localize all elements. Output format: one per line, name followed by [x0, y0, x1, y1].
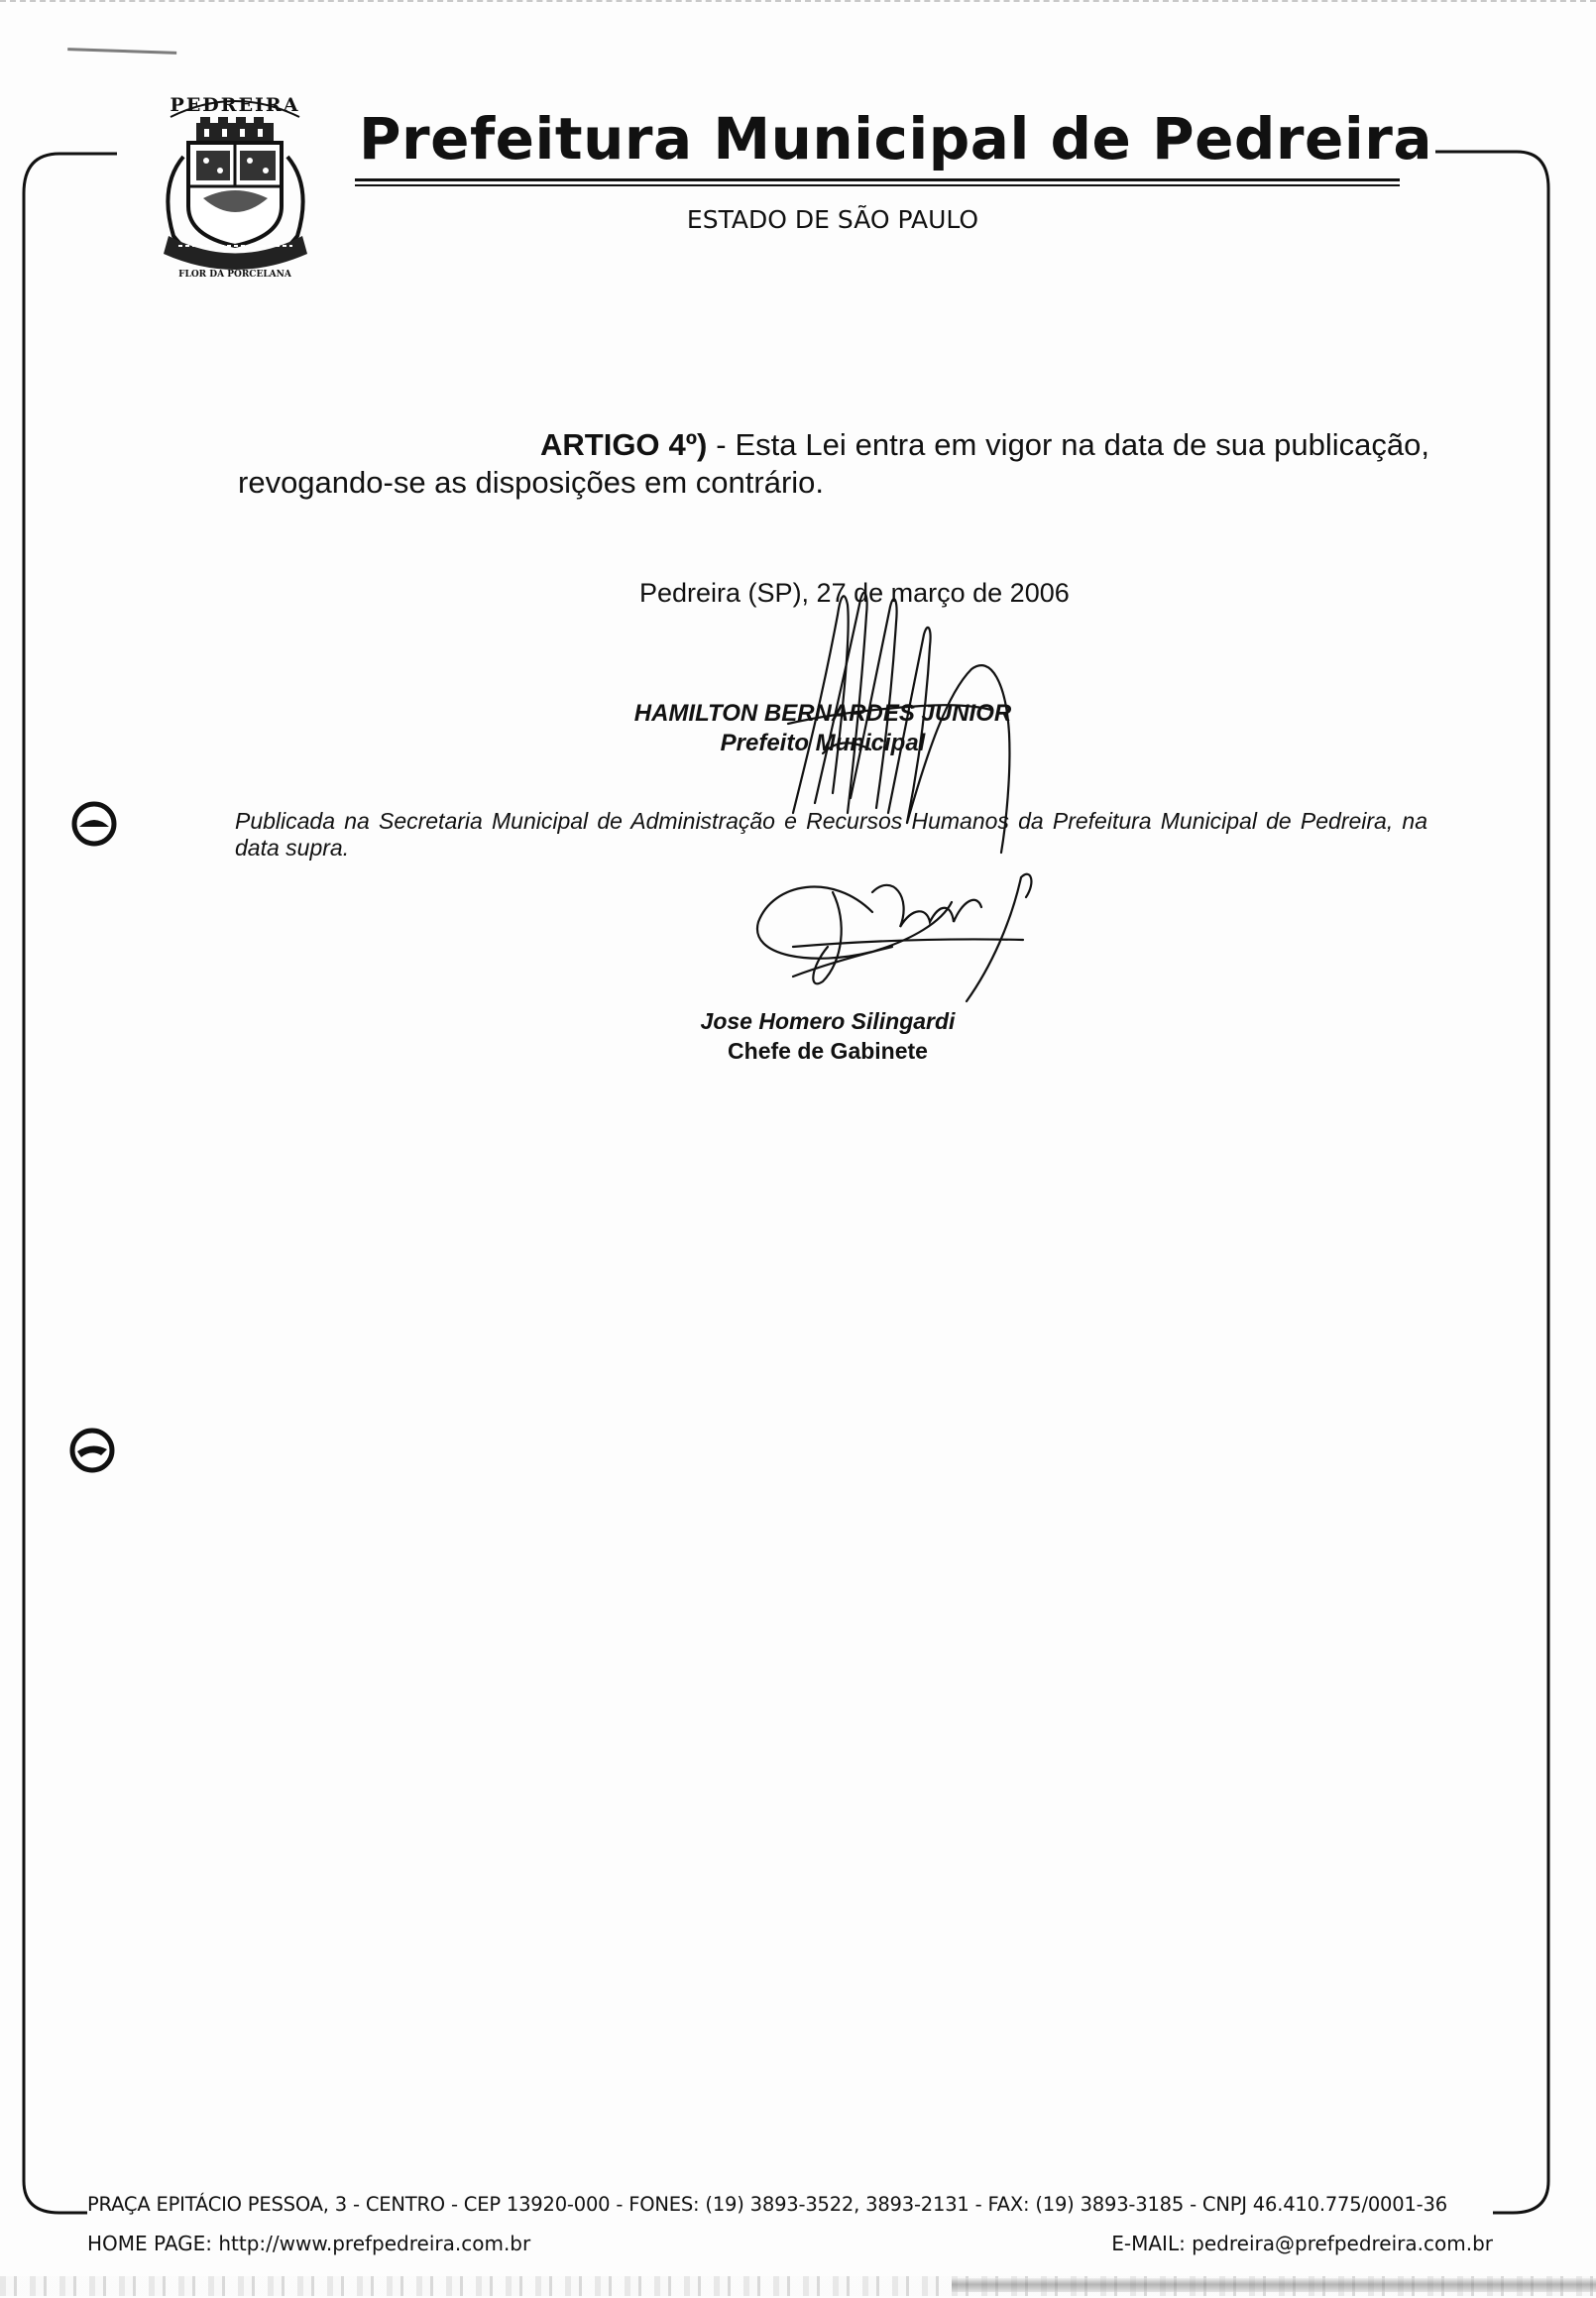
footer-address: PRAÇA EPITÁCIO PESSOA, 3 - CENTRO - CEP 13920-000 - FONES: (19) 3893-3522, 3893-2131 - FAX: (19) 3893-3185 - CNPJ 46.410.775/0001-36	[87, 2193, 1447, 2216]
letterhead-subtitle: ESTADO DE SÃO PAULO	[686, 205, 979, 234]
punch-hole-icon	[67, 1428, 117, 1473]
footer-email: E-MAIL: pedreira@prefpedreira.com.br	[1111, 2232, 1493, 2255]
footer-homepage: HOME PAGE: http://www.prefpedreira.com.br	[87, 2232, 531, 2255]
crest-motto-text: FLOR DA PORCELANA	[178, 270, 291, 280]
signatory-chief-role: Chefe de Gabinete	[728, 1038, 928, 1064]
signatory-mayor-name: HAMILTON BERNARDES JUNIOR	[633, 700, 1012, 727]
article-lead: ARTIGO 4º)	[540, 427, 708, 462]
article-text: - Esta Lei entra em vigor na data de sua publicação, revogando-se as disposições em contrário.	[238, 427, 1429, 500]
letterhead-title: Prefeitura Municipal de Pedreira	[359, 105, 1432, 172]
dateline: Pedreira (SP), 27 de março de 2006	[639, 578, 1070, 608]
crest-banner-text: PEDREIRA	[170, 94, 300, 116]
signatory-mayor-role: Prefeito Municipal	[720, 730, 926, 756]
scan-shadow-bottom	[952, 2278, 1596, 2292]
publication-note: Publicada na Secretaria Municipal de Administração e Recursos Humanos da Prefeitura Municipal de Pedreira, na data supra.	[235, 808, 1427, 861]
punch-hole-icon	[69, 801, 119, 847]
signatory-chief-name: Jose Homero Silingardi	[700, 1008, 956, 1034]
